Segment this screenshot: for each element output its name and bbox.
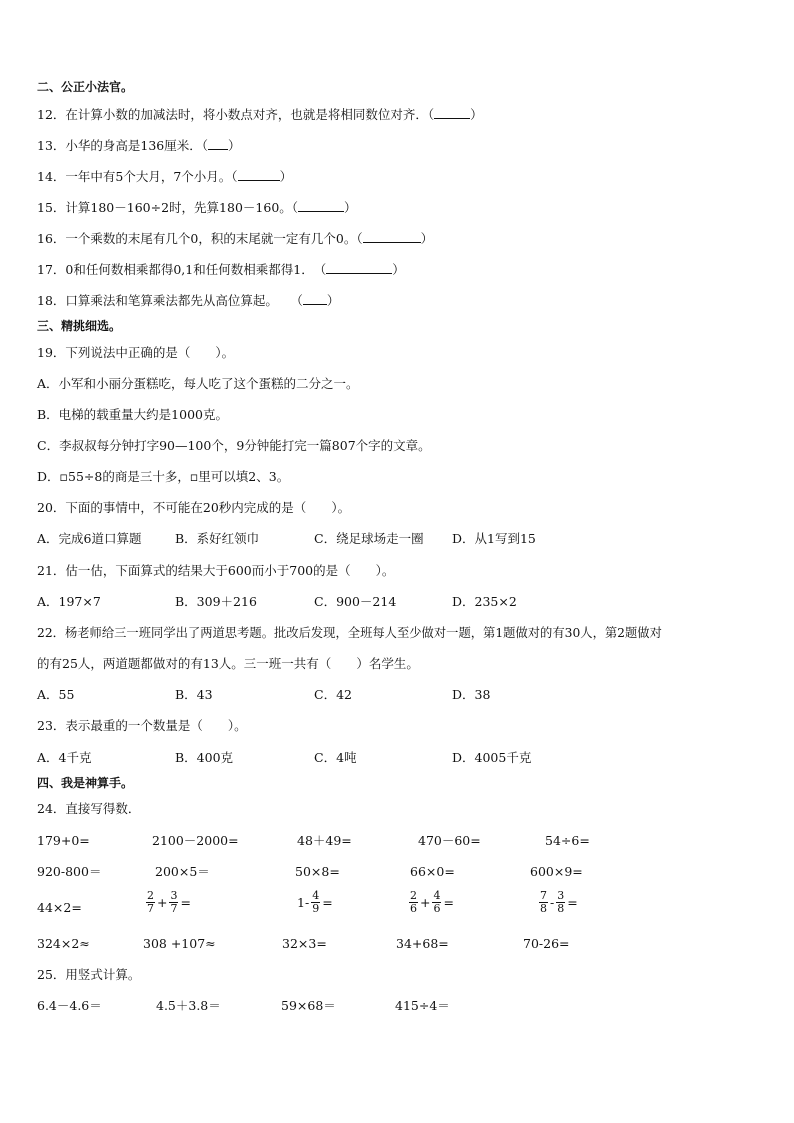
mental-calc-item[interactable]: 920-800＝ [37,864,102,879]
mental-calc-item[interactable]: 54÷6= [545,833,590,848]
question-20-option-c[interactable]: C．绕足球场走一圈 [314,531,424,546]
question-23-option-a[interactable]: A．4千克 [37,750,92,765]
fraction: $\frac{3}{8}$ [557,889,565,915]
fraction-expression[interactable]: $\frac{7}{8}$ - $\frac{3}{8}$ = [540,889,578,915]
fraction-expression[interactable]: 1- $\frac{4}{9}$ = [297,889,333,915]
question-21-option-d[interactable]: D．235×2 [452,594,517,609]
fraction: $\frac{2}{6}$ [410,889,417,915]
question-16: 16．一个乘数的末尾有几个0，积的末尾就一定有几个0。（ ） [37,231,434,246]
mental-calc-item[interactable]: 2100－2000= [152,833,239,848]
question-22-option-b[interactable]: B．43 [175,687,213,702]
section-heading-judge: 二、公正小法官。 [37,80,134,94]
question-14: 14．一年中有5个大月，7个小月。（ ） [37,169,293,184]
answer-blank[interactable] [208,137,228,150]
fraction-expression[interactable]: $\frac{2}{6}$ + $\frac{4}{6}$ = [410,889,454,915]
question-22-stem-line-2: 的有25人，两道题都做对的有13人。三一班一共有（ ）名学生。 [37,656,419,671]
question-25-stem: 25．用竖式计算。 [37,967,141,982]
vertical-calc-item[interactable]: 415÷4＝ [395,998,450,1013]
question-22-option-a[interactable]: A．55 [37,687,75,702]
fraction: $\frac{4}{6}$ [433,889,441,915]
fraction: $\frac{7}{8}$ [540,889,547,915]
question-22-option-d[interactable]: D．38 [452,687,491,702]
answer-blank[interactable] [326,261,392,274]
question-21-option-a[interactable]: A．197×7 [37,594,101,609]
fraction: $\frac{2}{7}$ [147,889,154,915]
question-22-stem-line-1: 22．杨老师给三一班同学出了两道思考题。批改后发现，全班每人至少做对一题，第1题做对的有30人，第2题做对 [37,626,662,640]
mental-calc-item[interactable]: 34+68= [396,936,449,951]
answer-blank[interactable] [303,292,327,305]
question-13: 13．小华的身高是136厘米．（ ） [37,138,241,153]
question-20-option-d[interactable]: D．从1写到15 [452,531,536,546]
vertical-calc-item[interactable]: 6.4－4.6＝ [37,998,102,1013]
question-23-option-b[interactable]: B．400克 [175,750,234,765]
mental-calc-item[interactable]: 308 +107≈ [143,936,216,951]
section-heading-calc: 四、我是神算手。 [37,776,134,790]
question-20-stem: 20．下面的事情中，不可能在20秒内完成的是（ ）。 [37,500,351,515]
answer-blank[interactable] [434,106,470,119]
mental-calc-item[interactable]: 600×9= [530,864,583,879]
question-20-option-a[interactable]: A．完成6道口算题 [37,531,142,546]
question-21-option-b[interactable]: B．309＋216 [175,594,257,609]
mental-calc-item[interactable]: 48＋49= [297,833,352,848]
vertical-calc-item[interactable]: 59×68＝ [281,998,336,1013]
mental-calc-item[interactable]: 50×8= [295,864,340,879]
question-18: 18．口算乘法和笔算乘法都先从高位算起。 （ ） [37,293,340,308]
mental-calc-item[interactable]: 70-26= [523,936,570,951]
question-12: 12．在计算小数的加减法时，将小数点对齐，也就是将相同数位对齐．（ ） [37,107,483,122]
mental-calc-item[interactable]: 470－60= [418,833,481,848]
mental-calc-item[interactable]: 179+0= [37,833,90,848]
question-21-stem: 21．估一估，下面算式的结果大于600而小于700的是（ ）。 [37,563,395,578]
vertical-calc-item[interactable]: 4.5＋3.8＝ [156,998,221,1013]
question-23-option-c[interactable]: C．4吨 [314,750,357,765]
answer-blank[interactable] [298,199,344,212]
question-19-option-d[interactable]: D．▫55÷8的商是三十多，▫里可以填2、3。 [37,469,290,484]
mental-calc-item[interactable]: 200×5＝ [155,864,210,879]
fraction: $\frac{4}{9}$ [312,889,320,915]
question-19-option-c[interactable]: C．李叔叔每分钟打字90—100个，9分钟能打完一篇807个字的文章。 [37,438,431,453]
question-19-option-b[interactable]: B．电梯的载重量大约是1000克。 [37,407,228,422]
question-24-stem: 24．直接写得数． [37,801,141,816]
section-heading-choice: 三、精挑细选。 [37,319,122,333]
fraction-expression[interactable]: $\frac{2}{7}$ + $\frac{3}{7}$ = [147,889,191,915]
question-19-option-a[interactable]: A．小军和小丽分蛋糕吃，每人吃了这个蛋糕的二分之一。 [37,376,359,391]
question-21-option-c[interactable]: C．900－214 [314,594,397,609]
mental-calc-item[interactable]: 32×3= [282,936,327,951]
fraction: $\frac{3}{7}$ [170,889,178,915]
mental-calc-item[interactable]: 324×2≈ [37,936,90,951]
question-23-option-d[interactable]: D．4005千克 [452,750,532,765]
question-19-stem: 19．下列说法中正确的是（ ）。 [37,345,235,360]
question-22-option-c[interactable]: C．42 [314,687,352,702]
answer-blank[interactable] [363,230,421,243]
question-20-option-b[interactable]: B．系好红领巾 [175,531,260,546]
question-17: 17．0和任何数相乘都得0,1和任何数相乘都得1． （ ） [37,262,405,277]
question-23-stem: 23．表示最重的一个数量是（ ）。 [37,718,247,733]
mental-calc-item[interactable]: 44×2= [37,900,82,915]
answer-blank[interactable] [238,168,280,181]
question-15: 15．计算180－160÷2时，先算180－160。（ ） [37,200,357,215]
mental-calc-item[interactable]: 66×0= [410,864,455,879]
